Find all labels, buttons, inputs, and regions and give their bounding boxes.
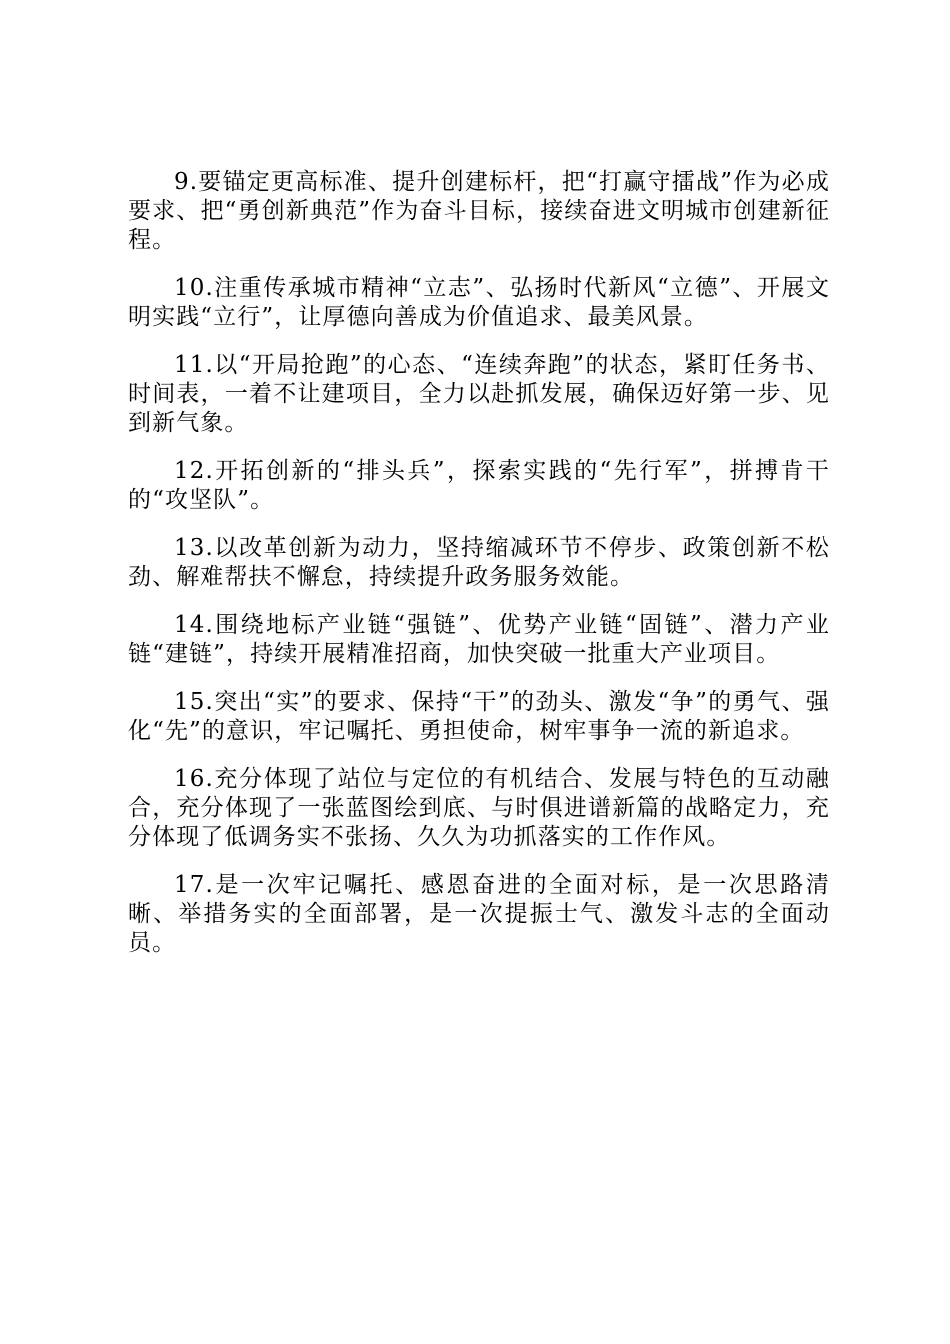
paragraph-14: 14.围绕地标产业链“强链”、优势产业链“固链”、潜力产业链“建链”，持续开展精准招商，加快突破一批重大产业项目。 — [128, 612, 830, 667]
paragraph-11: 11.以“开局抢跑”的心态、“连续奔跑”的状态，紧盯任务书、时间表，一着不让建项目，全力以赴抓发展，确保迈好第一步、见到新气象。 — [128, 352, 830, 436]
document-body — [128, 168, 830, 977]
paragraph-9: 9.要锚定更高标准、提升创建标杆，把“打赢守擂战”作为必成要求、把“勇创新典范”作为奋斗目标，接续奋进文明城市创建新征程。 — [128, 169, 830, 253]
paragraph-12: 12.开拓创新的“排头兵”，探索实践的“先行军”，拼搏肯干的“攻坚队”。 — [128, 458, 830, 513]
paragraph-16: 16.充分体现了站位与定位的有机结合、发展与特色的互动融合，充分体现了一张蓝图绘到底、与时俱进谱新篇的战略定力，充分体现了低调务实不张扬、久久为功抓落实的工作作风。 — [128, 766, 830, 850]
paragraph-10: 10.注重传承城市精神“立志”、弘扬时代新风“立德”、开展文明实践“立行”，让厚德向善成为价值追求、最美风景。 — [128, 275, 830, 330]
paragraph-15: 15.突出“实”的要求、保持“干”的劲头、激发“争”的勇气、强化“先”的意识，牢记嘱托、勇担使命，树牢事争一流的新追求。 — [128, 689, 830, 744]
paragraph-17: 17.是一次牢记嘱托、感恩奋进的全面对标，是一次思路清晰、举措务实的全面部署，是一次提振士气、激发斗志的全面动员。 — [128, 872, 830, 956]
paragraph-13: 13.以改革创新为动力，坚持缩减环节不停步、政策创新不松劲、解难帮扶不懈怠，持续提升政务服务效能。 — [128, 535, 830, 590]
